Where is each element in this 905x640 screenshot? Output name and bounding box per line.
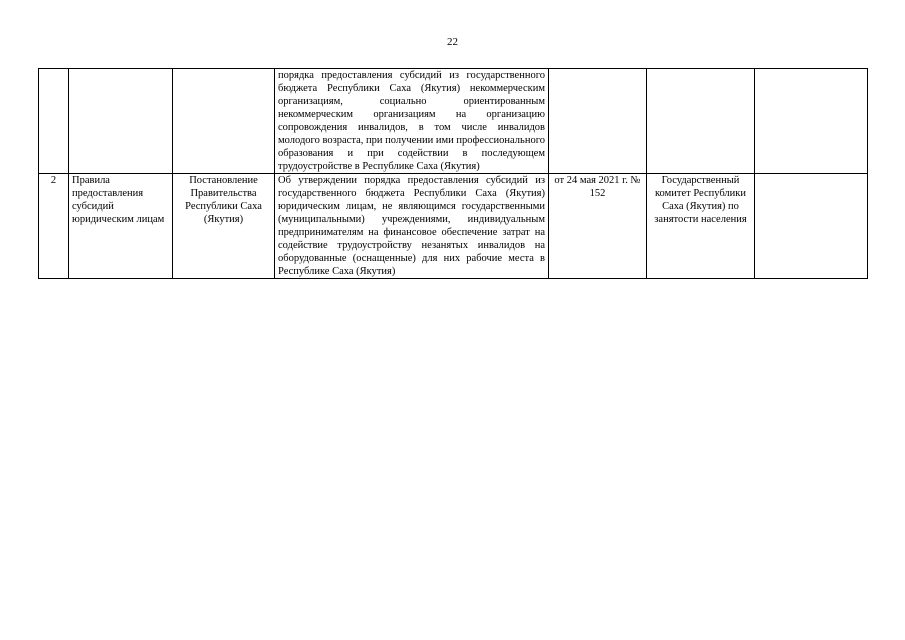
document-title-cell: порядка предоставления субсидий из государственного бюджета Республики Саха (Якутия) некоммерческим организациям, социально ориентированным некоммерческим организациям на организацию сопровождения инвалидов, в том числе инвалидов молодого возраста, при получении ими профессионального образования и при содействии в последующем трудоустройстве в Республике Саха (Якутия) bbox=[275, 69, 549, 174]
document-type-cell bbox=[173, 69, 275, 174]
document-name-cell bbox=[69, 69, 173, 174]
notes-cell bbox=[755, 174, 868, 279]
page-number: 22 bbox=[447, 36, 458, 48]
document-name-cell: Правила предоставления субсидий юридическим лицам bbox=[69, 174, 173, 279]
row-number-cell: 2 bbox=[39, 174, 69, 279]
document-table bbox=[38, 68, 868, 279]
notes-cell bbox=[755, 69, 868, 174]
table-row bbox=[39, 69, 868, 174]
responsible-organization-cell: Государственный комитет Республики Саха (Якутия) по занятости населения bbox=[647, 174, 755, 279]
document-date-cell bbox=[549, 69, 647, 174]
document-date-cell: от 24 мая 2021 г. № 152 bbox=[549, 174, 647, 279]
document-type-cell: Постановление Правительства Республики Саха (Якутия) bbox=[173, 174, 275, 279]
document-title-cell: Об утверждении порядка предоставления субсидий из государственного бюджета Республики Саха (Якутия) юридическим лицам, не являющимся государственными (муниципальными) учреждениями, индивидуальным предпринимателям на финансовое обеспечение затрат на содействие трудоустройству незанятых инвалидов на оборудованные (оснащенные) для них рабочие места в Республике Саха (Якутия) bbox=[275, 174, 549, 279]
row-number-cell bbox=[39, 69, 69, 174]
table-row bbox=[39, 174, 868, 279]
responsible-organization-cell bbox=[647, 69, 755, 174]
